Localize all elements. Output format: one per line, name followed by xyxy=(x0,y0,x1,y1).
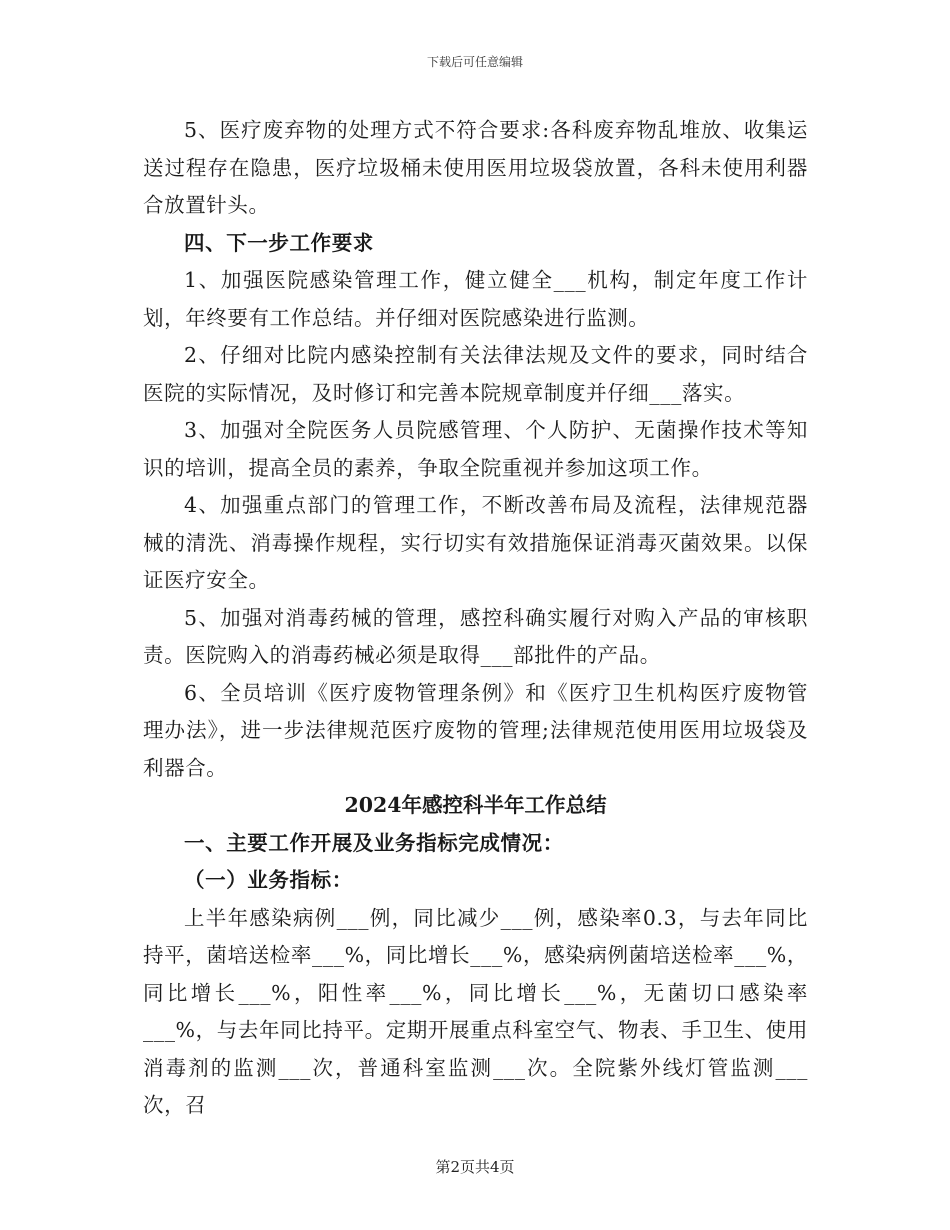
paragraph-requirement-6: 6、全员培训《医疗废物管理条例》和《医疗卫生机构医疗废物管理办法》，进一步法律规范医疗废物的管理;法律规范使用医用垃圾袋及利器合。 xyxy=(143,680,808,780)
paragraph-waste-disposal: 5、医疗废弃物的处理方式不符合要求:各科废弃物乱堆放、收集运送过程存在隐患，医疗垃圾桶未使用医用垃圾袋放置，各科未使用利器合放置针头。 xyxy=(143,118,808,217)
paragraph-requirement-1: 1、加强医院感染管理工作，健立健全___机构，制定年度工作计划，年终要有工作总结。并仔细对医院感染进行监测。 xyxy=(143,268,808,330)
document-body xyxy=(143,112,808,1125)
document-title: 2024年感控科半年工作总结 xyxy=(344,793,607,817)
header-note: 下载后可任意编辑 xyxy=(426,55,523,69)
paragraph-requirement-4: 4、加强重点部门的管理工作，不断改善布局及流程，法律规范器械的清洗、消毒操作规程，实行切实有效措施保证消毒灭菌效果。以保证医疗安全。 xyxy=(143,493,808,592)
paragraph-requirement-2: 2、仔细对比院内感染控制有关法律法规及文件的要求，同时结合医院的实际情况，及时修订和完善本院规章制度并仔细___落实。 xyxy=(143,343,808,405)
page-number-footer: 第2页共4页 xyxy=(435,1158,515,1176)
paragraph-requirement-3: 3、加强对全院医务人员院感管理、个人防护、无菌操作技术等知识的培训，提高全员的素养，争取全院重视并参加这项工作。 xyxy=(143,418,808,480)
subsection-heading-indicators: （一）业务指标： xyxy=(184,868,353,892)
paragraph-requirement-5: 5、加强对消毒药械的管理，感控科确实履行对购入产品的审核职责。医院购入的消毒药械必须是取得___部批件的产品。 xyxy=(143,605,808,667)
section-heading-main-work: 一、主要工作开展及业务指标完成情况： xyxy=(184,830,564,855)
section-heading-next-steps: 四、下一步工作要求 xyxy=(184,230,374,255)
paragraph-indicators: 上半年感染病例___例，同比减少___例，感染率0.3，与去年同比持平，菌培送检率___%，同比增长___%，感染病例菌培送检率___%，同比增长___%，阳性率___%，同比增长___%，无菌切口感染率___%，与去年同比持平。定期开展重点科室空气、物表、手卫生、使用消毒剂的监测___次，普通科室监测___次。全院紫外线灯管监测___次，召 xyxy=(143,905,808,1117)
